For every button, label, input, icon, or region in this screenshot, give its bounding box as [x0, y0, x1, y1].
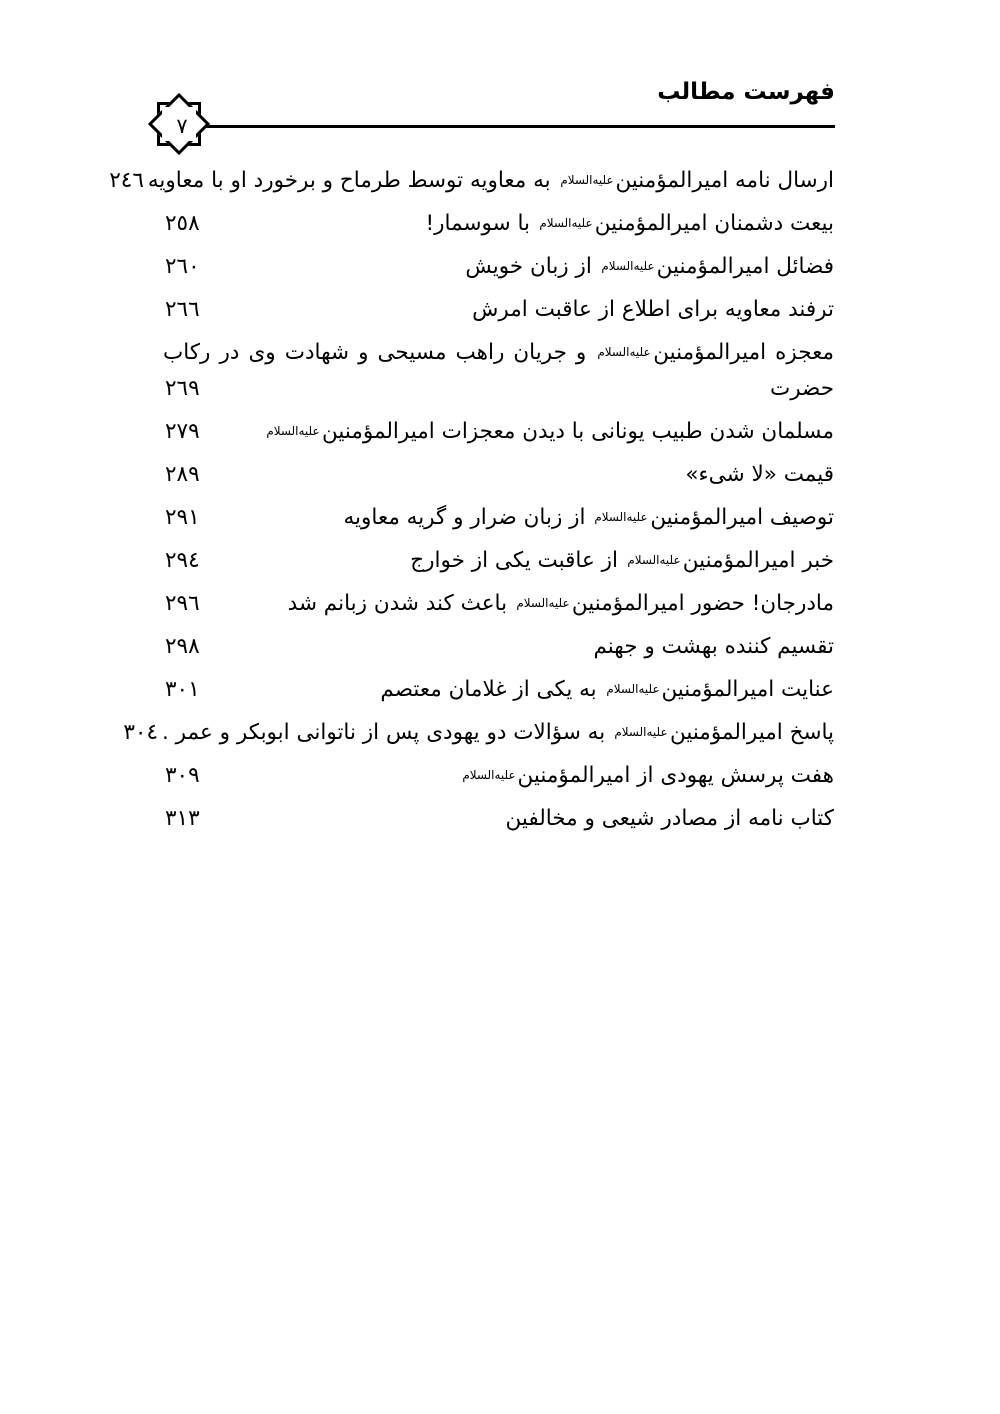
toc-entry[interactable] — [163, 801, 834, 837]
toc-entry[interactable] — [163, 586, 834, 622]
toc-entry-title: ترفند معاویه برای اطلاع از عاقبت امرش — [472, 297, 834, 322]
toc-entry-line — [123, 715, 834, 751]
honorific-icon: عليه‌السلام — [539, 216, 593, 231]
honorific-icon: عليه‌السلام — [266, 424, 320, 439]
toc-page-number: ٢٨٩ — [165, 462, 200, 487]
toc-page-number: ٢٦٦ — [165, 297, 200, 322]
toc-entry-line — [163, 457, 834, 493]
toc-page-number: ٢٦٩ — [165, 376, 200, 401]
toc-page-number: ٢٩٨ — [165, 634, 200, 659]
honorific-icon: عليه‌السلام — [597, 345, 651, 360]
toc-entry-line — [163, 371, 834, 407]
toc-entry-line — [163, 249, 834, 285]
toc-entry-line — [163, 672, 834, 708]
toc-entry-line — [163, 801, 834, 837]
toc-entry-line — [163, 629, 834, 665]
toc-entry-line — [163, 758, 834, 794]
star-ornament-icon — [146, 91, 218, 163]
toc-page-number: ٢٩١ — [165, 505, 200, 530]
honorific-icon: عليه‌السلام — [627, 553, 681, 568]
toc-entry[interactable] — [163, 335, 834, 407]
running-head — [160, 78, 835, 140]
toc-page-number: ٣٠١ — [165, 677, 200, 702]
toc-entry[interactable] — [163, 500, 834, 536]
toc-entry[interactable] — [163, 457, 834, 493]
folio-number: ٧ — [176, 113, 188, 138]
page-title: فهرست مطالب — [657, 79, 835, 105]
toc-page-number: ٢٤٦ — [109, 168, 144, 193]
toc-entry-line — [163, 500, 834, 536]
toc-entry[interactable] — [163, 206, 834, 242]
toc-entry-title: ارسال نامه امیرالمؤمنینعليه‌السلام به معاویه توسط طرماح و برخورد او با معاویه — [148, 163, 834, 199]
header-divider — [163, 125, 835, 128]
toc-entry-title: مادرجان! حضور امیرالمؤمنینعليه‌السلام باعث کند شدن زبانم شد — [288, 586, 834, 622]
toc-entry-title: بیعت دشمنان امیرالمؤمنینعليه‌السلام با سوسمار! — [426, 206, 835, 242]
honorific-icon: عليه‌السلام — [601, 259, 655, 274]
toc-entry-title: فضائل امیرالمؤمنینعليه‌السلام از زبان خویش — [465, 249, 834, 285]
toc-entry-title: تقسیم کننده بهشت و جهنم — [593, 634, 834, 659]
toc-entry[interactable] — [109, 163, 834, 199]
toc-entry[interactable] — [163, 249, 834, 285]
toc-entry-title: پاسخ امیرالمؤمنینعليه‌السلام به سؤالات دو یهودی پس از ناتوانی ابوبکر و عمر . — [162, 715, 834, 751]
honorific-icon: عليه‌السلام — [516, 596, 570, 611]
toc-entry-title: خبر امیرالمؤمنینعليه‌السلام از عاقبت یکی از خوارج — [410, 543, 834, 579]
table-of-contents — [109, 163, 835, 844]
honorific-icon: عليه‌السلام — [594, 510, 648, 525]
toc-page-number: ٢٩٤ — [165, 548, 200, 573]
toc-entry-title: کتاب نامه از مصادر شیعی و مخالفین — [505, 806, 834, 831]
toc-entry-title: معجزه امیرالمؤمنینعليه‌السلام و جریان راهب مسیحی و شهادت وی در رکاب — [163, 335, 834, 371]
toc-entry-title: قیمت «لا شیء» — [685, 462, 834, 487]
toc-entry[interactable] — [163, 672, 834, 708]
honorific-icon: عليه‌السلام — [461, 768, 516, 783]
toc-page-number: ٢٥٨ — [165, 211, 200, 236]
toc-page-number: ٢٩٦ — [165, 591, 200, 616]
toc-entry[interactable] — [163, 292, 834, 328]
toc-entry[interactable] — [163, 543, 834, 579]
toc-page-number: ٣٠٩ — [165, 763, 200, 788]
toc-entry-line — [109, 163, 834, 199]
toc-entry-line — [163, 335, 834, 371]
toc-entry-title: توصیف امیرالمؤمنینعليه‌السلام از زبان ضرار و گریه معاویه — [344, 500, 835, 536]
honorific-icon: عليه‌السلام — [605, 682, 660, 697]
toc-entry-line — [163, 543, 834, 579]
toc-entry[interactable] — [163, 414, 834, 450]
toc-entry-line — [163, 206, 834, 242]
toc-entry[interactable] — [163, 758, 834, 794]
toc-entry[interactable] — [163, 629, 834, 665]
toc-entry[interactable] — [123, 715, 834, 751]
toc-entry-title: مسلمان شدن طبیب یونانی با دیدن معجزات امیرالمؤمنینعليه‌السلام — [264, 414, 834, 450]
toc-entry-line — [163, 414, 834, 450]
toc-page-number: ٢٦٠ — [165, 254, 200, 279]
toc-entry-title: عنایت امیرالمؤمنینعليه‌السلام به یکی از غلامان معتصم — [380, 672, 834, 708]
toc-entry-line — [163, 586, 834, 622]
honorific-icon: عليه‌السلام — [559, 173, 614, 188]
toc-entry-line — [163, 292, 834, 328]
honorific-icon: عليه‌السلام — [614, 725, 668, 740]
toc-page-number: ٣٠٤ — [123, 720, 158, 745]
toc-entry-title-continuation: حضرت — [769, 376, 834, 401]
toc-entry-title: هفت پرسش یهودی از امیرالمؤمنینعليه‌السلام — [460, 758, 834, 794]
toc-page-number: ٣١٣ — [165, 806, 200, 831]
toc-page-number: ٢٧٩ — [165, 419, 200, 444]
